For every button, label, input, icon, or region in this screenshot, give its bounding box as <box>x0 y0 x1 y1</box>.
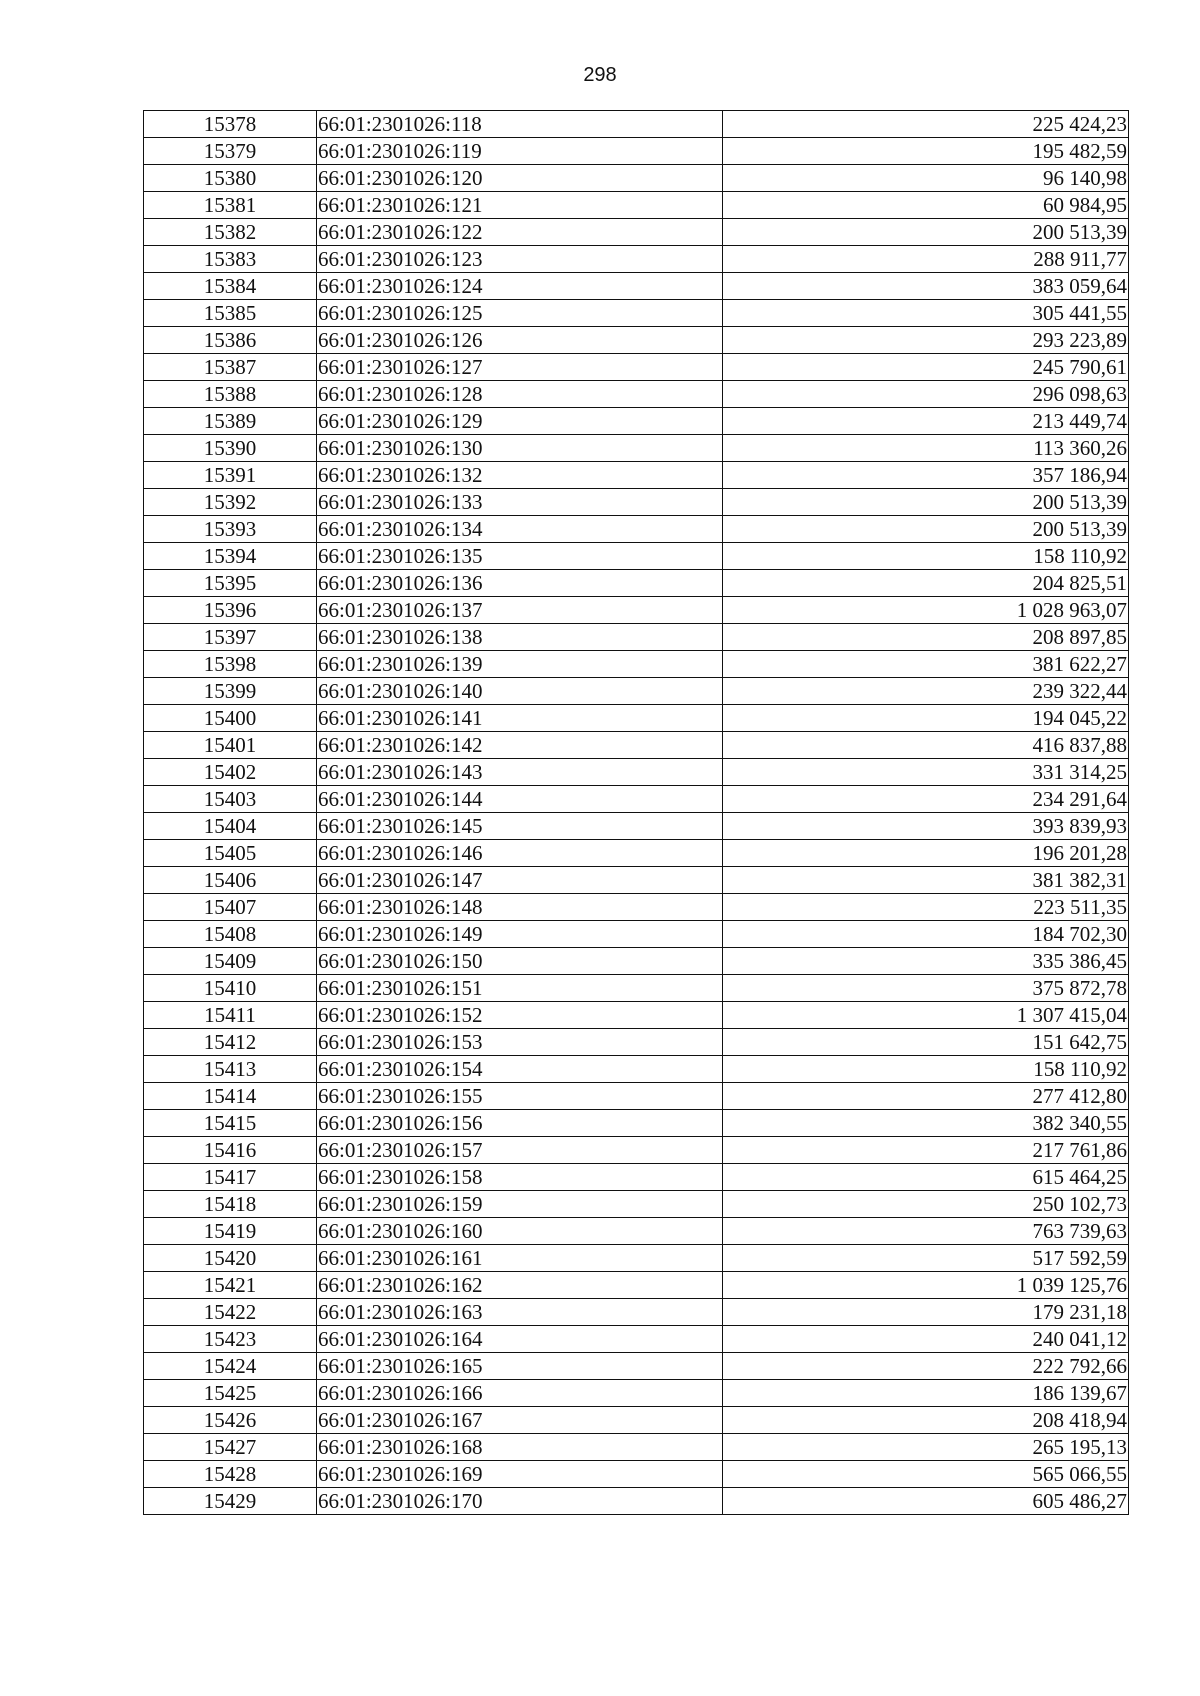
cadastral-value-table <box>143 110 1129 1515</box>
value-cell: 375 872,78 <box>723 975 1129 1002</box>
cadastral-number-cell: 66:01:2301026:159 <box>317 1191 723 1218</box>
value-cell: 245 790,61 <box>723 354 1129 381</box>
cadastral-number-cell: 66:01:2301026:126 <box>317 327 723 354</box>
row-number-cell: 15419 <box>144 1218 317 1245</box>
value-cell: 240 041,12 <box>723 1326 1129 1353</box>
cadastral-number-cell: 66:01:2301026:146 <box>317 840 723 867</box>
value-cell: 296 098,63 <box>723 381 1129 408</box>
value-cell: 763 739,63 <box>723 1218 1129 1245</box>
row-number-cell: 15413 <box>144 1056 317 1083</box>
table-row <box>144 1326 1129 1353</box>
table-row <box>144 462 1129 489</box>
table-row <box>144 1056 1129 1083</box>
table-row <box>144 219 1129 246</box>
cadastral-number-cell: 66:01:2301026:136 <box>317 570 723 597</box>
cadastral-number-cell: 66:01:2301026:134 <box>317 516 723 543</box>
table-row <box>144 597 1129 624</box>
row-number-cell: 15380 <box>144 165 317 192</box>
table-row <box>144 111 1129 138</box>
table-row <box>144 1083 1129 1110</box>
value-cell: 1 028 963,07 <box>723 597 1129 624</box>
row-number-cell: 15406 <box>144 867 317 894</box>
cadastral-number-cell: 66:01:2301026:143 <box>317 759 723 786</box>
table-row <box>144 1164 1129 1191</box>
cadastral-number-cell: 66:01:2301026:167 <box>317 1407 723 1434</box>
table-row <box>144 705 1129 732</box>
value-cell: 158 110,92 <box>723 543 1129 570</box>
cadastral-number-cell: 66:01:2301026:166 <box>317 1380 723 1407</box>
value-cell: 96 140,98 <box>723 165 1129 192</box>
value-cell: 200 513,39 <box>723 219 1129 246</box>
cadastral-number-cell: 66:01:2301026:130 <box>317 435 723 462</box>
cadastral-number-cell: 66:01:2301026:137 <box>317 597 723 624</box>
cadastral-number-cell: 66:01:2301026:124 <box>317 273 723 300</box>
value-cell: 179 231,18 <box>723 1299 1129 1326</box>
row-number-cell: 15388 <box>144 381 317 408</box>
cadastral-number-cell: 66:01:2301026:122 <box>317 219 723 246</box>
cadastral-number-cell: 66:01:2301026:160 <box>317 1218 723 1245</box>
cadastral-number-cell: 66:01:2301026:133 <box>317 489 723 516</box>
cadastral-number-cell: 66:01:2301026:165 <box>317 1353 723 1380</box>
value-cell: 1 307 415,04 <box>723 1002 1129 1029</box>
value-cell: 381 622,27 <box>723 651 1129 678</box>
value-cell: 195 482,59 <box>723 138 1129 165</box>
cadastral-number-cell: 66:01:2301026:163 <box>317 1299 723 1326</box>
row-number-cell: 15427 <box>144 1434 317 1461</box>
cadastral-number-cell: 66:01:2301026:168 <box>317 1434 723 1461</box>
row-number-cell: 15397 <box>144 624 317 651</box>
table-row <box>144 408 1129 435</box>
value-cell: 200 513,39 <box>723 489 1129 516</box>
value-cell: 239 322,44 <box>723 678 1129 705</box>
row-number-cell: 15416 <box>144 1137 317 1164</box>
table-row <box>144 1218 1129 1245</box>
value-cell: 250 102,73 <box>723 1191 1129 1218</box>
cadastral-number-cell: 66:01:2301026:151 <box>317 975 723 1002</box>
row-number-cell: 15425 <box>144 1380 317 1407</box>
table-row <box>144 1245 1129 1272</box>
value-cell: 305 441,55 <box>723 300 1129 327</box>
table-row <box>144 759 1129 786</box>
row-number-cell: 15414 <box>144 1083 317 1110</box>
table-row <box>144 1380 1129 1407</box>
table-row <box>144 570 1129 597</box>
table-row <box>144 354 1129 381</box>
cadastral-number-cell: 66:01:2301026:118 <box>317 111 723 138</box>
table-row <box>144 1434 1129 1461</box>
value-cell: 416 837,88 <box>723 732 1129 759</box>
value-cell: 517 592,59 <box>723 1245 1129 1272</box>
row-number-cell: 15411 <box>144 1002 317 1029</box>
cadastral-number-cell: 66:01:2301026:132 <box>317 462 723 489</box>
row-number-cell: 15421 <box>144 1272 317 1299</box>
table-row <box>144 894 1129 921</box>
row-number-cell: 15418 <box>144 1191 317 1218</box>
row-number-cell: 15402 <box>144 759 317 786</box>
value-cell: 565 066,55 <box>723 1461 1129 1488</box>
cadastral-number-cell: 66:01:2301026:145 <box>317 813 723 840</box>
table-row <box>144 678 1129 705</box>
value-cell: 213 449,74 <box>723 408 1129 435</box>
value-cell: 186 139,67 <box>723 1380 1129 1407</box>
table-row <box>144 300 1129 327</box>
row-number-cell: 15396 <box>144 597 317 624</box>
value-cell: 265 195,13 <box>723 1434 1129 1461</box>
cadastral-number-cell: 66:01:2301026:147 <box>317 867 723 894</box>
cadastral-number-cell: 66:01:2301026:148 <box>317 894 723 921</box>
table-row <box>144 840 1129 867</box>
cadastral-number-cell: 66:01:2301026:119 <box>317 138 723 165</box>
row-number-cell: 15429 <box>144 1488 317 1515</box>
row-number-cell: 15383 <box>144 246 317 273</box>
cadastral-number-cell: 66:01:2301026:162 <box>317 1272 723 1299</box>
cadastral-number-cell: 66:01:2301026:157 <box>317 1137 723 1164</box>
table-row <box>144 543 1129 570</box>
table-row <box>144 273 1129 300</box>
table-row <box>144 1407 1129 1434</box>
row-number-cell: 15422 <box>144 1299 317 1326</box>
table-row <box>144 975 1129 1002</box>
cadastral-number-cell: 66:01:2301026:161 <box>317 1245 723 1272</box>
value-cell: 200 513,39 <box>723 516 1129 543</box>
table-row <box>144 1353 1129 1380</box>
row-number-cell: 15379 <box>144 138 317 165</box>
cadastral-number-cell: 66:01:2301026:123 <box>317 246 723 273</box>
cadastral-number-cell: 66:01:2301026:129 <box>317 408 723 435</box>
table-row <box>144 1461 1129 1488</box>
row-number-cell: 15428 <box>144 1461 317 1488</box>
row-number-cell: 15381 <box>144 192 317 219</box>
value-cell: 288 911,77 <box>723 246 1129 273</box>
value-cell: 331 314,25 <box>723 759 1129 786</box>
row-number-cell: 15392 <box>144 489 317 516</box>
cadastral-number-cell: 66:01:2301026:140 <box>317 678 723 705</box>
row-number-cell: 15423 <box>144 1326 317 1353</box>
value-cell: 381 382,31 <box>723 867 1129 894</box>
cadastral-number-cell: 66:01:2301026:144 <box>317 786 723 813</box>
row-number-cell: 15410 <box>144 975 317 1002</box>
table-row <box>144 1002 1129 1029</box>
table-row <box>144 1488 1129 1515</box>
row-number-cell: 15417 <box>144 1164 317 1191</box>
cadastral-number-cell: 66:01:2301026:150 <box>317 948 723 975</box>
table-row <box>144 138 1129 165</box>
table-row <box>144 192 1129 219</box>
value-cell: 208 897,85 <box>723 624 1129 651</box>
cadastral-number-cell: 66:01:2301026:121 <box>317 192 723 219</box>
cadastral-number-cell: 66:01:2301026:142 <box>317 732 723 759</box>
value-cell: 293 223,89 <box>723 327 1129 354</box>
cadastral-number-cell: 66:01:2301026:153 <box>317 1029 723 1056</box>
table-row <box>144 165 1129 192</box>
table-row <box>144 435 1129 462</box>
table-row <box>144 1137 1129 1164</box>
value-cell: 357 186,94 <box>723 462 1129 489</box>
cadastral-number-cell: 66:01:2301026:152 <box>317 1002 723 1029</box>
cadastral-number-cell: 66:01:2301026:158 <box>317 1164 723 1191</box>
row-number-cell: 15405 <box>144 840 317 867</box>
row-number-cell: 15409 <box>144 948 317 975</box>
value-cell: 204 825,51 <box>723 570 1129 597</box>
value-cell: 393 839,93 <box>723 813 1129 840</box>
table-row <box>144 813 1129 840</box>
table-row <box>144 786 1129 813</box>
value-cell: 234 291,64 <box>723 786 1129 813</box>
table-row <box>144 1191 1129 1218</box>
row-number-cell: 15407 <box>144 894 317 921</box>
cadastral-number-cell: 66:01:2301026:169 <box>317 1461 723 1488</box>
cadastral-number-cell: 66:01:2301026:128 <box>317 381 723 408</box>
value-cell: 217 761,86 <box>723 1137 1129 1164</box>
value-cell: 60 984,95 <box>723 192 1129 219</box>
row-number-cell: 15404 <box>144 813 317 840</box>
row-number-cell: 15382 <box>144 219 317 246</box>
value-cell: 1 039 125,76 <box>723 1272 1129 1299</box>
row-number-cell: 15426 <box>144 1407 317 1434</box>
table-row <box>144 327 1129 354</box>
value-cell: 222 792,66 <box>723 1353 1129 1380</box>
cadastral-number-cell: 66:01:2301026:138 <box>317 624 723 651</box>
value-cell: 335 386,45 <box>723 948 1129 975</box>
row-number-cell: 15399 <box>144 678 317 705</box>
row-number-cell: 15384 <box>144 273 317 300</box>
value-cell: 184 702,30 <box>723 921 1129 948</box>
value-cell: 113 360,26 <box>723 435 1129 462</box>
value-cell: 605 486,27 <box>723 1488 1129 1515</box>
row-number-cell: 15390 <box>144 435 317 462</box>
row-number-cell: 15408 <box>144 921 317 948</box>
row-number-cell: 15400 <box>144 705 317 732</box>
value-cell: 383 059,64 <box>723 273 1129 300</box>
value-cell: 208 418,94 <box>723 1407 1129 1434</box>
value-cell: 151 642,75 <box>723 1029 1129 1056</box>
value-cell: 615 464,25 <box>723 1164 1129 1191</box>
table-row <box>144 624 1129 651</box>
table-row <box>144 246 1129 273</box>
value-cell: 382 340,55 <box>723 1110 1129 1137</box>
cadastral-number-cell: 66:01:2301026:164 <box>317 1326 723 1353</box>
row-number-cell: 15401 <box>144 732 317 759</box>
cadastral-number-cell: 66:01:2301026:120 <box>317 165 723 192</box>
table-row <box>144 381 1129 408</box>
cadastral-number-cell: 66:01:2301026:154 <box>317 1056 723 1083</box>
cadastral-number-cell: 66:01:2301026:141 <box>317 705 723 732</box>
table-row <box>144 921 1129 948</box>
row-number-cell: 15391 <box>144 462 317 489</box>
table-row <box>144 1272 1129 1299</box>
table-row <box>144 867 1129 894</box>
table-row <box>144 1299 1129 1326</box>
row-number-cell: 15393 <box>144 516 317 543</box>
cadastral-number-cell: 66:01:2301026:125 <box>317 300 723 327</box>
document-table-container <box>143 110 1129 1515</box>
cadastral-number-cell: 66:01:2301026:149 <box>317 921 723 948</box>
value-cell: 194 045,22 <box>723 705 1129 732</box>
table-row <box>144 516 1129 543</box>
row-number-cell: 15415 <box>144 1110 317 1137</box>
table-row <box>144 732 1129 759</box>
cadastral-number-cell: 66:01:2301026:127 <box>317 354 723 381</box>
cadastral-number-cell: 66:01:2301026:155 <box>317 1083 723 1110</box>
row-number-cell: 15378 <box>144 111 317 138</box>
row-number-cell: 15385 <box>144 300 317 327</box>
row-number-cell: 15395 <box>144 570 317 597</box>
cadastral-number-cell: 66:01:2301026:139 <box>317 651 723 678</box>
row-number-cell: 15394 <box>144 543 317 570</box>
value-cell: 277 412,80 <box>723 1083 1129 1110</box>
table-row <box>144 1110 1129 1137</box>
table-row <box>144 1029 1129 1056</box>
table-row <box>144 948 1129 975</box>
row-number-cell: 15389 <box>144 408 317 435</box>
table-body <box>144 111 1129 1515</box>
value-cell: 225 424,23 <box>723 111 1129 138</box>
row-number-cell: 15398 <box>144 651 317 678</box>
cadastral-number-cell: 66:01:2301026:135 <box>317 543 723 570</box>
page-number: 298 <box>583 64 617 86</box>
cadastral-number-cell: 66:01:2301026:156 <box>317 1110 723 1137</box>
row-number-cell: 15424 <box>144 1353 317 1380</box>
row-number-cell: 15403 <box>144 786 317 813</box>
row-number-cell: 15412 <box>144 1029 317 1056</box>
value-cell: 196 201,28 <box>723 840 1129 867</box>
table-row <box>144 489 1129 516</box>
cadastral-number-cell: 66:01:2301026:170 <box>317 1488 723 1515</box>
row-number-cell: 15420 <box>144 1245 317 1272</box>
row-number-cell: 15386 <box>144 327 317 354</box>
value-cell: 158 110,92 <box>723 1056 1129 1083</box>
row-number-cell: 15387 <box>144 354 317 381</box>
table-row <box>144 651 1129 678</box>
value-cell: 223 511,35 <box>723 894 1129 921</box>
